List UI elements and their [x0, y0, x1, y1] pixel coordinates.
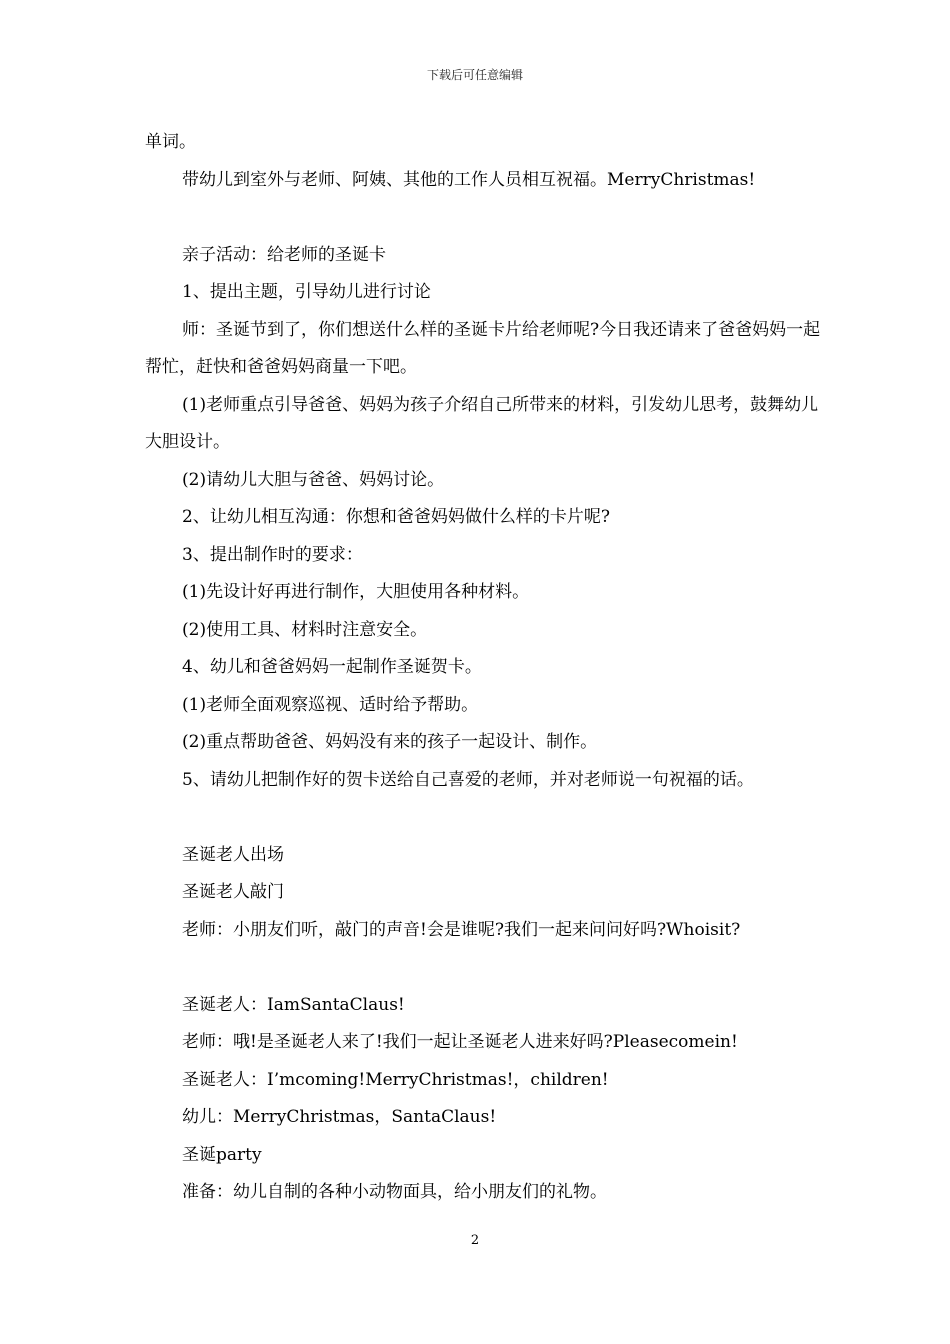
dialogue-teacher-2: 老师：哦!是圣诞老人来了!我们一起让圣诞老人进来好吗?Pleasecomein!: [182, 1032, 738, 1052]
paragraph-discuss: (2)请幼儿大胆与爸爸、妈妈讨论。: [182, 469, 445, 490]
blank-line: [145, 799, 825, 837]
step-3: 3、提出制作时的要求：: [182, 544, 363, 565]
page-number: 2: [470, 1233, 480, 1248]
requirement-1: (1)先设计好再进行制作，大胆使用各种材料。: [182, 582, 530, 602]
section-heading-santa-appears: 圣诞老人出场: [182, 844, 284, 865]
page-header: 下载后可任意编辑: [426, 68, 523, 82]
dialogue-teacher-1: 老师：小朋友们听，敲门的声音!会是谁呢?我们一起来问问好吗?Whoisit?: [182, 919, 741, 940]
step-2: 2、让幼儿相互沟通：你想和爸爸妈妈做什么样的卡片呢?: [182, 507, 610, 527]
step-1: 1、提出主题，引导幼儿进行讨论: [182, 282, 431, 302]
step-5: 5、请幼儿把制作好的贺卡送给自己喜爱的老师，并对老师说一句祝福的话。: [182, 769, 754, 790]
paragraph-continuation: 单词。: [145, 132, 196, 152]
paragraph-teacher-intro: 师：圣诞节到了，你们想送什么样的圣诞卡片给老师呢?今日我还请来了爸爸妈妈一起帮忙，赶快和爸爸妈妈商量一下吧。: [145, 319, 821, 377]
dialogue-santa-1: 圣诞老人：IamSantaClaus!: [182, 994, 405, 1015]
blank-line: [145, 199, 825, 237]
step-4: 4、幼儿和爸爸妈妈一起制作圣诞贺卡。: [182, 657, 482, 677]
santa-knocks: 圣诞老人敲门: [182, 882, 284, 902]
requirement-2: (2)使用工具、材料时注意安全。: [182, 619, 428, 640]
dialogue-children: 幼儿：MerryChristmas，SantaClaus!: [182, 1107, 497, 1127]
section-heading-christmas-party: 圣诞party: [182, 1144, 262, 1165]
blank-line: [145, 949, 825, 987]
section-heading-parent-child-activity: 亲子活动：给老师的圣诞卡: [182, 244, 386, 265]
dialogue-santa-2: 圣诞老人：I’mcoming!MerryChristmas!，children!: [182, 1069, 609, 1090]
substep-observe: (1)老师全面观察巡视、适时给予帮助。: [182, 694, 479, 715]
paragraph-guide-parents: (1)老师重点引导爸爸、妈妈为孩子介绍自己所带来的材料，引发幼儿思考，鼓舞幼儿大胆设计。: [145, 394, 819, 452]
substep-help: (2)重点帮助爸爸、妈妈没有来的孩子一起设计、制作。: [182, 732, 598, 752]
paragraph-greeting: 带幼儿到室外与老师、阿姨、其他的工作人员相互祝福。MerryChristmas!: [182, 169, 756, 190]
party-preparation: 准备：幼儿自制的各种小动物面具，给小朋友们的礼物。: [182, 1182, 607, 1202]
document-body: [145, 124, 825, 1212]
